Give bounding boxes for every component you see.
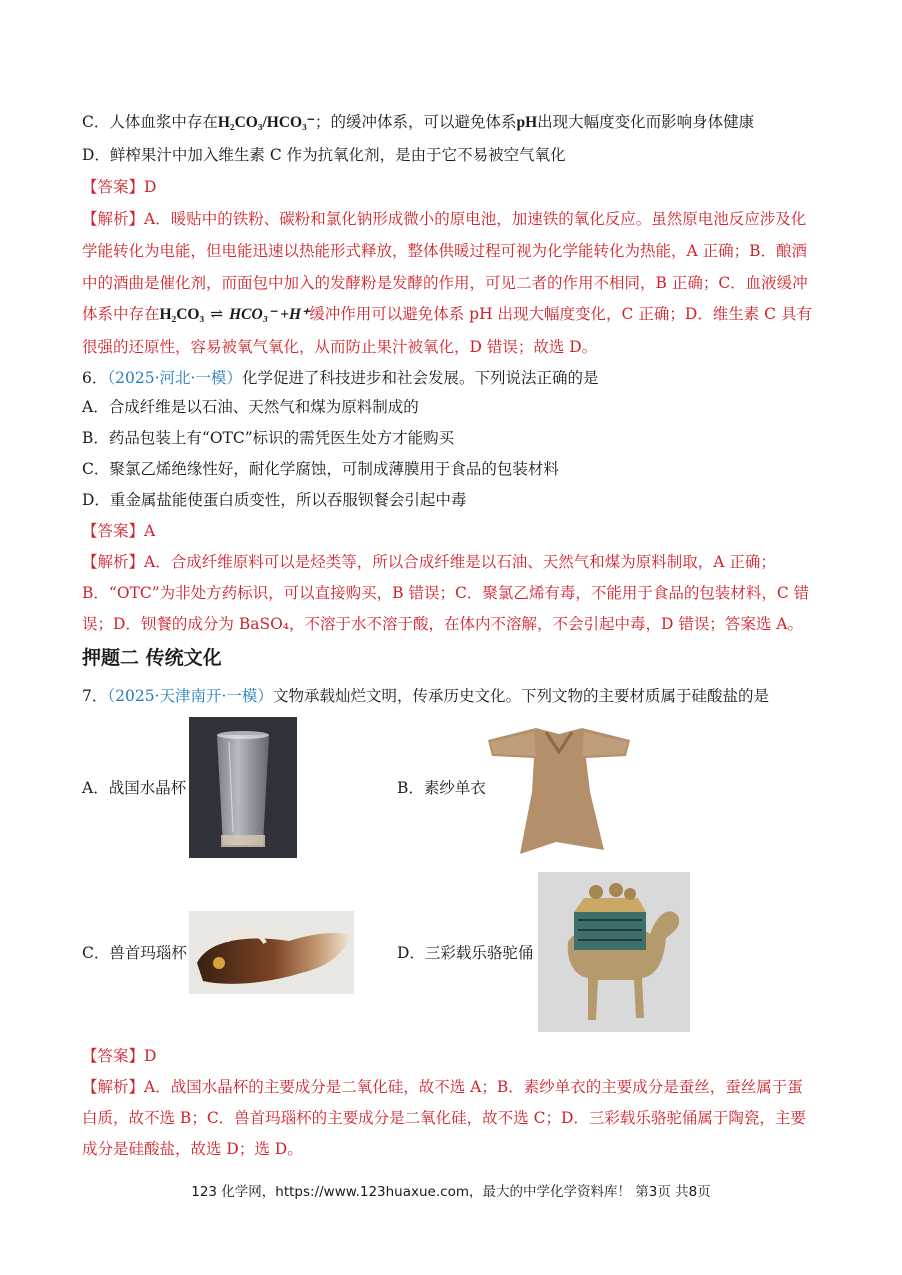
q7-option-b-label: B．素纱单衣 — [397, 779, 486, 797]
q5-answer: 【答案】D — [82, 178, 157, 196]
q6-stem: 6．（2025·河北·一模）化学促进了科技进步和社会发展。下列说法正确的是 — [82, 369, 599, 387]
q5-analysis-line-3: 中的酒曲是催化剂，而面包中加入的发酵粉是发酵的作用，可见二者的作用不相同，B 正确；C．血液缓冲 — [82, 274, 808, 292]
silk-gown-image — [486, 722, 632, 856]
q6-option-b: B．药品包装上有“OTC”标识的需凭医生处方才能购买 — [82, 429, 455, 447]
q7-answer: 【答案】D — [82, 1047, 157, 1065]
sancai-camel-image — [538, 872, 690, 1032]
page-footer: 123 化学网，https://www.123huaxue.com，最大的中学化学资料库！ 第3页 共8页 — [191, 1184, 711, 1200]
q5-analysis-line-1: 【解析】A．暖贴中的铁粉、碳粉和氯化钠形成微小的原电池，加速铁的氧化反应。虽然原电池反应涉及化 — [82, 210, 807, 228]
q7-analysis-line-2: 白质，故不选 B；C．兽首玛瑙杯的主要成分是二氧化硅，故不选 C；D．三彩载乐骆驼俑属于陶瓷，主要 — [82, 1109, 806, 1127]
q5-option-c: C．人体血浆中存在H₂CO₃/HCO₃⁻；的缓冲体系，可以避免体系pH出现大幅度变化而影响身体健康 — [82, 113, 755, 131]
q6-analysis-line-1: 【解析】A．合成纤维原料可以是烃类等，所以合成纤维是以石油、天然气和煤为原料制取，A 正确； — [82, 553, 776, 571]
q7-source: （2025·天津南开·一模） — [107, 687, 273, 705]
agate-cup-image — [189, 911, 354, 994]
q7-stem: 7．（2025·天津南开·一模）文物承载灿烂文明，传承历史文化。下列文物的主要材质属于硅酸盐的是 — [82, 687, 769, 705]
section-heading: 押题二 传统文化 — [82, 647, 222, 669]
q6-option-a: A．合成纤维是以石油、天然气和煤为原料制成的 — [82, 398, 419, 416]
q5-analysis-line-2: 学能转化为电能，但电能迅速以热能形式释放，整体供暖过程可视为化学能转化为热能，A 正确；B．酿酒 — [82, 242, 808, 260]
q6-option-d: D．重金属盐能使蛋白质变性，所以吞服钡餐会引起中毒 — [82, 491, 467, 509]
q7-option-d-label: D．三彩载乐骆驼俑 — [397, 944, 534, 962]
q6-analysis-line-2: B．“OTC”为非处方药标识，可以直接购买，B 错误；C．聚氯乙烯有毒，不能用于食品的包装材料，C 错 — [82, 584, 810, 602]
q6-option-c: C．聚氯乙烯绝缘性好，耐化学腐蚀，可制成薄膜用于食品的包装材料 — [82, 460, 559, 478]
q6-source: （2025·河北·一模） — [107, 369, 242, 387]
q5-option-d: D．鲜榨果汁中加入维生素 C 作为抗氧化剂，是由于它不易被空气氧化 — [82, 146, 566, 164]
q6-answer: 【答案】A — [82, 522, 156, 540]
q5-analysis-line-5: 很强的还原性，容易被氧气氧化，从而防止果汁被氧化，D 错误；故选 D。 — [82, 338, 598, 356]
q7-option-c-label: C．兽首玛瑙杯 — [82, 944, 187, 962]
q7-analysis-line-3: 成分是硅酸盐，故选 D；选 D。 — [82, 1140, 303, 1158]
crystal-cup-image — [189, 717, 297, 858]
q7-analysis-line-1: 【解析】A．战国水晶杯的主要成分是二氧化硅，故不选 A；B．素纱单衣的主要成分是蚕丝，蚕丝属于蛋 — [82, 1078, 803, 1096]
q5-analysis-line-4: 体系中存在H₂CO₃ ⇌ HCO₃⁻ +H⁺缓冲作用可以避免体系 pH 出现大幅度变化，C 正确；D．维生素 C 具有 — [82, 305, 812, 323]
q6-analysis-line-3: 误；D．钡餐的成分为 BaSO₄，不溶于水不溶于酸，在体内不溶解，不会引起中毒，D 错误；答案选 A。 — [82, 615, 804, 633]
q7-option-a-label: A．战国水晶杯 — [82, 779, 187, 797]
